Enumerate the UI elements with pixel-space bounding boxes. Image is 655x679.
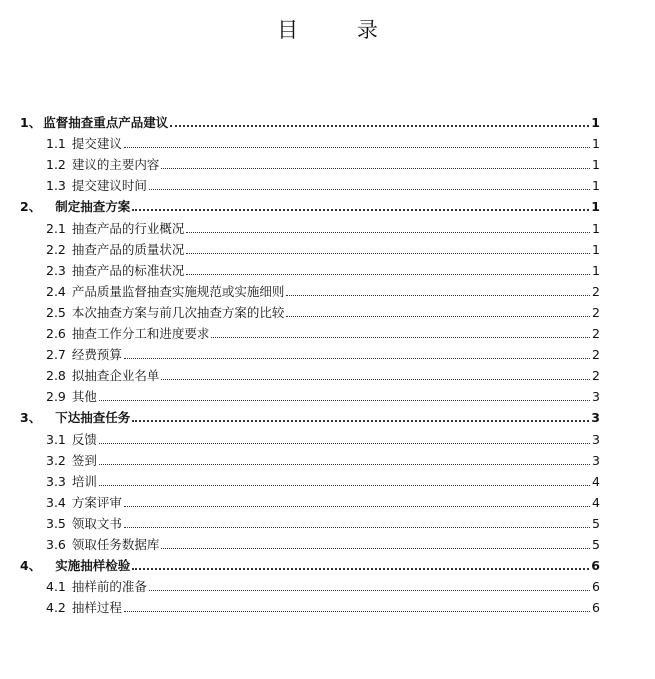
- toc-page-number: 4: [592, 494, 600, 510]
- toc-entry-label: [46, 516, 122, 532]
- toc-entry-label: [46, 326, 209, 342]
- dot-leader: [161, 548, 590, 549]
- toc-entry-number: 2.5: [46, 304, 66, 320]
- toc-entry-number: 3.4: [46, 494, 66, 510]
- toc-entry[interactable]: [20, 215, 600, 236]
- toc-entry-text: 抽查产品的质量状况: [71, 241, 185, 257]
- toc-entry-text: 实施抽样检验: [55, 558, 131, 574]
- toc-entry[interactable]: [20, 173, 600, 194]
- toc-entry-text: 产品质量监督抽查实施规范或实施细则: [71, 283, 285, 299]
- toc-page-number: 5: [592, 515, 600, 531]
- toc-page-number: 6: [592, 600, 600, 616]
- toc-entry-label: [46, 495, 122, 511]
- toc-entry-number: 4、: [20, 558, 42, 574]
- toc-page-number: 2: [592, 347, 600, 363]
- dot-leader: [124, 358, 590, 359]
- dot-leader: [99, 464, 590, 465]
- toc-entry[interactable]: [20, 321, 600, 342]
- toc-entry-number: 2.1: [46, 220, 66, 236]
- toc-entry-number: 3、: [20, 410, 42, 426]
- toc-entry[interactable]: [20, 426, 600, 447]
- toc-page-number: 2: [592, 368, 600, 384]
- toc-entry-text: 抽查产品的标准状况: [71, 262, 185, 278]
- dot-leader: [132, 209, 589, 211]
- toc-page-number: 1: [592, 241, 600, 257]
- toc-entry-text: 下达抽查任务: [55, 410, 131, 426]
- dot-leader: [124, 527, 590, 528]
- dot-leader: [186, 274, 590, 275]
- dot-leader: [286, 295, 590, 296]
- toc-entry-number: 2.2: [46, 241, 66, 257]
- toc-page-number: 2: [592, 304, 600, 320]
- toc-entry-label: [46, 178, 147, 194]
- toc-entry-text: 方案评审: [71, 494, 122, 510]
- dot-leader: [149, 590, 590, 591]
- toc-entry[interactable]: [20, 574, 600, 595]
- document-title: 目 录: [277, 18, 404, 42]
- toc-entry-label: [20, 410, 130, 426]
- toc-page-number: 2: [592, 283, 600, 299]
- dot-leader: [186, 232, 590, 233]
- toc-entry[interactable]: [20, 300, 600, 321]
- toc-entry-number: 3.2: [46, 452, 66, 468]
- toc-entry-text: 其他: [71, 389, 97, 405]
- dot-leader: [211, 337, 590, 338]
- toc-entry[interactable]: [20, 490, 600, 511]
- dot-leader: [99, 485, 590, 486]
- toc-entry-label: [46, 579, 147, 595]
- toc-page-number: 4: [592, 473, 600, 489]
- toc-page-number: 2: [592, 326, 600, 342]
- toc-entry[interactable]: [20, 110, 600, 131]
- toc-entry-number: 2.4: [46, 283, 66, 299]
- toc-entry-text: 抽查产品的行业概况: [71, 220, 185, 236]
- toc-entry-number: 2.9: [46, 389, 66, 405]
- dot-leader: [124, 147, 590, 148]
- toc-entry-label: [46, 368, 159, 384]
- toc-page-number: 1: [592, 157, 600, 173]
- toc-entry-text: 制定抽查方案: [55, 199, 131, 215]
- toc-entry[interactable]: [20, 237, 600, 258]
- toc-entry-label: [46, 537, 159, 553]
- toc-entry-text: 提交建议: [71, 136, 122, 152]
- toc-entry-number: 1、: [20, 115, 42, 131]
- toc-entry-label: [46, 600, 122, 616]
- toc-entry[interactable]: [20, 258, 600, 279]
- toc-entry[interactable]: [20, 363, 600, 384]
- dot-leader: [286, 316, 590, 317]
- toc-entry-text: 签到: [71, 452, 97, 468]
- toc-entry-number: 2、: [20, 199, 42, 215]
- toc-entry-number: 1.3: [46, 178, 66, 194]
- toc-entry-number: 2.3: [46, 262, 66, 278]
- toc-entry[interactable]: [20, 194, 600, 215]
- toc-entry-label: [46, 432, 97, 448]
- toc-entry-number: 3.1: [46, 431, 66, 447]
- toc-entry-label: [46, 389, 97, 405]
- toc-entry-label: [46, 284, 284, 300]
- dot-leader: [161, 168, 590, 169]
- toc-entry-label: [46, 474, 97, 490]
- toc-entry[interactable]: [20, 342, 600, 363]
- toc-entry[interactable]: [20, 511, 600, 532]
- toc-entry-number: 2.8: [46, 368, 66, 384]
- toc-page-number: 3: [592, 452, 600, 468]
- toc-entry[interactable]: [20, 553, 600, 574]
- toc-entry-text: 领取文书: [71, 515, 122, 531]
- toc-entry[interactable]: [20, 131, 600, 152]
- toc-entry[interactable]: [20, 279, 600, 300]
- toc-entry[interactable]: [20, 469, 600, 490]
- dot-leader: [124, 506, 590, 507]
- dot-leader: [161, 379, 590, 380]
- toc-page-number: 1: [592, 220, 600, 236]
- toc-page-number: 3: [592, 389, 600, 405]
- toc-page-number: 1: [592, 178, 600, 194]
- toc-page-number: 1: [592, 262, 600, 278]
- toc-page-number: 1: [591, 199, 600, 215]
- toc-entry-label: [46, 136, 122, 152]
- toc-entry-text: 本次抽查方案与前几次抽查方案的比较: [71, 304, 285, 320]
- toc-page-number: 6: [592, 579, 600, 595]
- toc-page-number: 1: [591, 115, 600, 131]
- toc-entry-text: 培训: [71, 473, 97, 489]
- toc-entry-text: 提交建议时间: [71, 178, 147, 194]
- toc-page-number: 6: [591, 558, 600, 574]
- toc-page-number: 3: [591, 410, 600, 426]
- dot-leader: [149, 189, 590, 190]
- toc-entry-label: [46, 221, 184, 237]
- toc-entry-number: 3.3: [46, 473, 66, 489]
- toc-entry-text: 建议的主要内容: [71, 157, 160, 173]
- toc-entry-number: 2.7: [46, 347, 66, 363]
- toc-entry-number: 4.2: [46, 600, 66, 616]
- toc-entry-text: 抽查工作分工和进度要求: [71, 326, 210, 342]
- dot-leader: [124, 611, 590, 612]
- toc-entry[interactable]: [20, 595, 600, 616]
- toc-entry-label: [46, 263, 184, 279]
- toc-entry-label: [46, 157, 159, 173]
- toc-entry-label: [46, 242, 184, 258]
- dot-leader: [99, 400, 590, 401]
- toc-entry-label: [46, 453, 97, 469]
- toc-entry-number: 4.1: [46, 579, 66, 595]
- toc-entry-label: [20, 115, 168, 131]
- table-of-contents: [20, 110, 600, 616]
- toc-entry[interactable]: [20, 384, 600, 405]
- dot-leader: [170, 125, 589, 127]
- dot-leader: [99, 443, 590, 444]
- toc-entry[interactable]: [20, 152, 600, 173]
- toc-entry-text: 拟抽查企业名单: [71, 368, 160, 384]
- toc-entry-number: 1.1: [46, 136, 66, 152]
- toc-entry-number: 1.2: [46, 157, 66, 173]
- dot-leader: [132, 420, 589, 422]
- toc-entry-label: [46, 347, 122, 363]
- toc-entry-text: 经费预算: [71, 347, 122, 363]
- toc-page-number: 3: [592, 431, 600, 447]
- toc-page-number: 5: [592, 536, 600, 552]
- toc-entry-label: [20, 199, 130, 215]
- toc-entry-text: 领取任务数据库: [71, 536, 160, 552]
- dot-leader: [186, 253, 590, 254]
- toc-entry-number: 3.6: [46, 536, 66, 552]
- toc-entry[interactable]: [20, 448, 600, 469]
- toc-entry-label: [46, 305, 284, 321]
- toc-entry[interactable]: [20, 532, 600, 553]
- toc-page-number: 1: [592, 136, 600, 152]
- toc-entry-number: 3.5: [46, 515, 66, 531]
- toc-entry-text: 抽样过程: [71, 600, 122, 616]
- toc-entry-text: 抽样前的准备: [71, 579, 147, 595]
- dot-leader: [132, 568, 589, 570]
- toc-entry[interactable]: [20, 405, 600, 426]
- toc-entry-number: 2.6: [46, 326, 66, 342]
- toc-entry-label: [20, 558, 130, 574]
- toc-entry-text: 反馈: [71, 431, 97, 447]
- toc-entry-text: 监督抽查重点产品建议: [43, 115, 169, 131]
